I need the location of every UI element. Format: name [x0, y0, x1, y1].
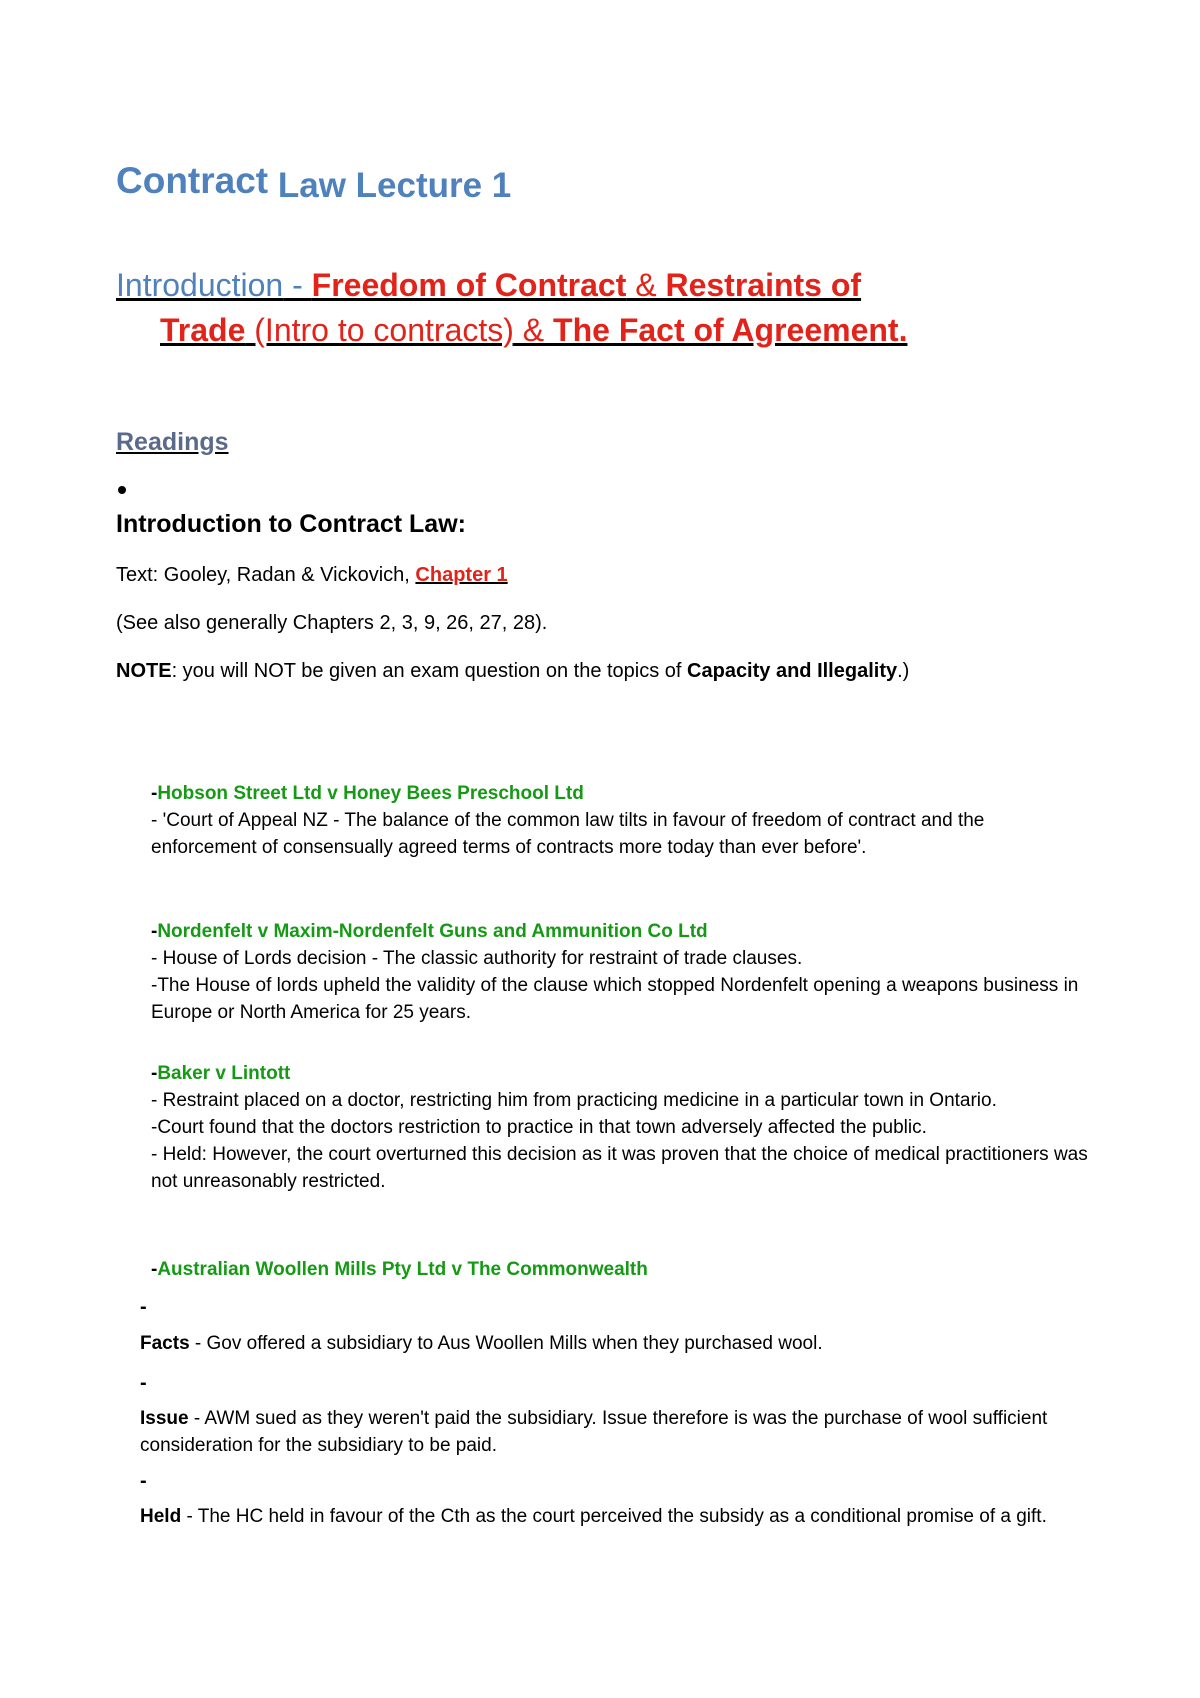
intro-heading: Introduction to Contract Law: [116, 510, 466, 538]
readings-heading: Readings [116, 428, 229, 456]
note-bold: Capacity and Illegality [687, 660, 898, 682]
subtitle-line-1 [116, 267, 861, 304]
text-reference-prefix: Text: Gooley, Radan & Vickovich, [116, 564, 416, 586]
subtitle-trade: Trade [160, 312, 246, 348]
subtitle-introduction: Introduction [116, 267, 284, 303]
subtitle-dash: - [283, 267, 312, 303]
subtitle-freedom: Freedom of Contract [311, 267, 627, 303]
case-point: - House of Lords decision - The classic authority for restraint of trade clauses. [151, 948, 803, 969]
case-point: -The House of lords upheld the validity of the clause which stopped Nordenfelt opening a weapons business in Europe or North America for 25 years. [151, 975, 1079, 1023]
case-title: Hobson Street Ltd v Honey Bees Preschool Ltd [157, 783, 584, 804]
case-dash: - [151, 1063, 158, 1084]
chapter-1-link[interactable]: Chapter 1 [415, 564, 508, 586]
subtitle-intro-to: (Intro to contracts) [245, 312, 514, 348]
subtitle-line-2 [160, 312, 907, 349]
title-part-1: Contract [116, 160, 269, 201]
facts-text: - Gov offered a subsidiary to Aus Woollen Mills when they purchased wool. [189, 1333, 823, 1354]
facts-dash: - [140, 1296, 147, 1318]
facts-label: Facts [140, 1333, 190, 1354]
case-baker [151, 1060, 1091, 1195]
subtitle-fact: The Fact of Agreement. [553, 312, 908, 348]
issue-text: - AWM sued as they weren't paid the subsidiary. Issue therefore is was the purchase of wool sufficient consideration for the subsidiary to be paid. [140, 1408, 1048, 1456]
awm-issue [140, 1405, 1080, 1459]
subtitle-restraints: Restraints of [665, 267, 862, 303]
case-hobson [151, 780, 1091, 861]
page-title [116, 160, 512, 205]
subtitle-amp-1: & [626, 267, 666, 303]
text-reference [116, 564, 508, 587]
held-dash: - [140, 1470, 147, 1492]
case-title: Australian Woollen Mills Pty Ltd v The Commonwealth [157, 1259, 648, 1280]
case-title: Nordenfelt v Maxim-Nordenfelt Guns and Ammunition Co Ltd [157, 921, 708, 942]
held-text: - The HC held in favour of the Cth as the court perceived the subsidy as a conditional promise of a gift. [181, 1506, 1047, 1527]
bullet-icon [118, 486, 126, 494]
case-nordenfelt [151, 918, 1091, 1026]
awm-held [140, 1503, 1080, 1530]
case-point: - Restraint placed on a doctor, restricting him from practicing medicine in a particular town in Ontario. [151, 1090, 997, 1111]
note-label: NOTE [116, 660, 172, 682]
note-end: .) [897, 660, 910, 682]
case-dash: - [151, 1259, 158, 1280]
awm-facts [140, 1330, 1080, 1357]
case-title: Baker v Lintott [157, 1063, 291, 1084]
issue-dash: - [140, 1372, 147, 1394]
note-paragraph [116, 656, 1016, 686]
title-part-2: Law Lecture 1 [268, 166, 512, 205]
case-point: - 'Court of Appeal NZ - The balance of the common law tilts in favour of freedom of contract and the enforcement of consensually agreed terms of contracts more today than ever before'. [151, 810, 985, 858]
case-dash: - [151, 783, 158, 804]
note-text: : you will NOT be given an exam question on the topics of [171, 660, 688, 682]
held-label: Held [140, 1506, 182, 1527]
subtitle-amp-2: & [513, 312, 554, 348]
case-dash: - [151, 921, 158, 942]
case-point: - Held: However, the court overturned this decision as it was proven that the choice of medical practitioners was not unreasonably restricted. [151, 1144, 1088, 1192]
issue-label: Issue [140, 1408, 189, 1429]
case-awm [151, 1256, 1091, 1283]
case-point: -Court found that the doctors restriction to practice in that town adversely affected the public. [151, 1117, 927, 1138]
see-also-text: (See also generally Chapters 2, 3, 9, 26, 27, 28). [116, 612, 548, 634]
